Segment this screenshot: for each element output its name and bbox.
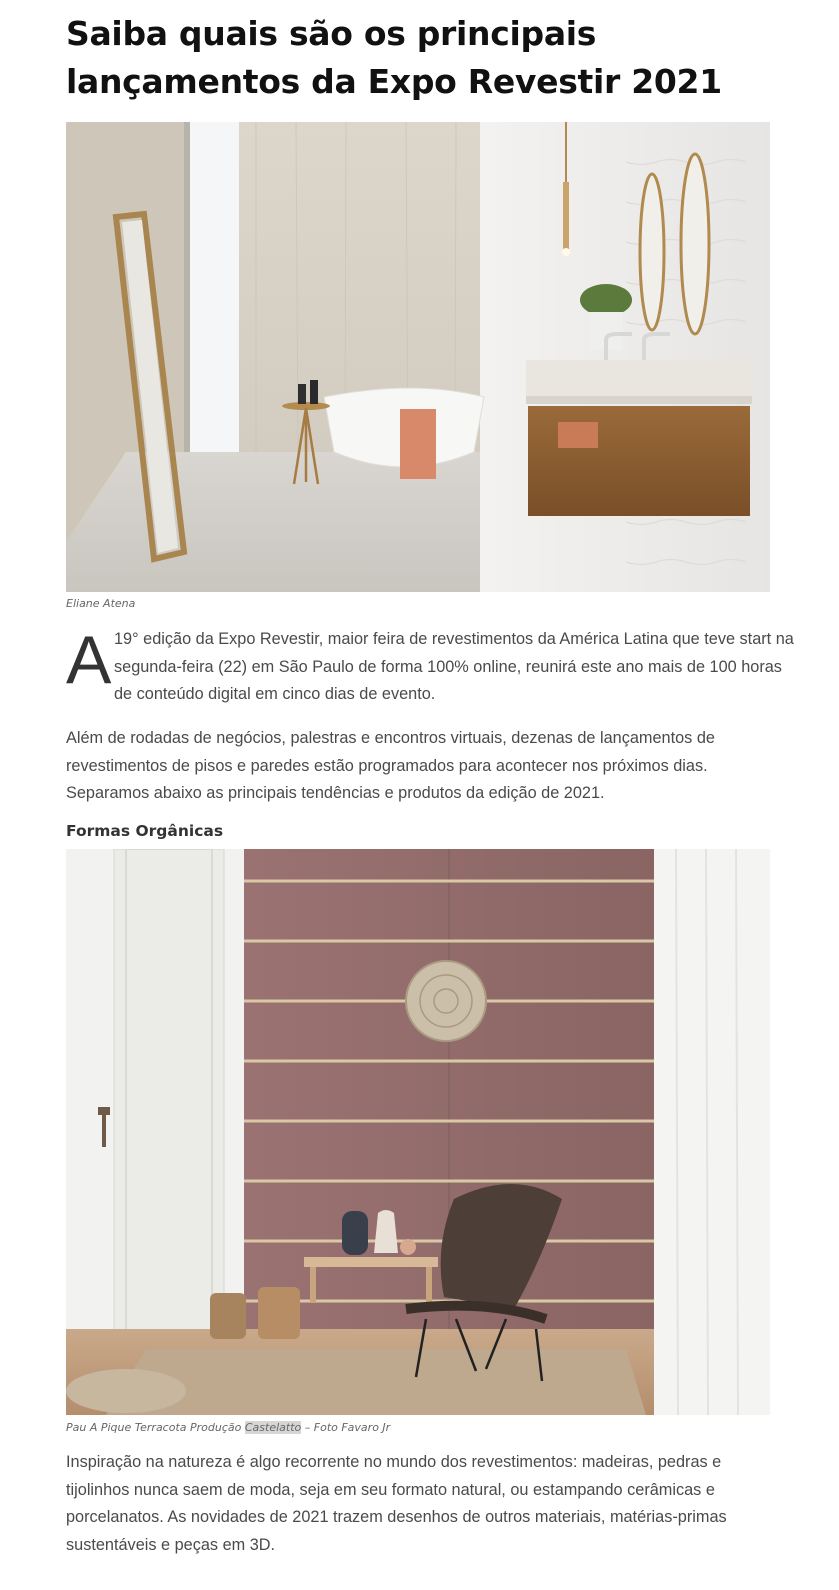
caption-suffix: – Foto Favaro Jr <box>301 1421 391 1434</box>
drop-cap: A <box>66 622 112 698</box>
image-caption-bathroom: Eliane Atena <box>66 597 136 610</box>
paragraph-2: Além de rodadas de negócios, palestras e encontros virtuais, dezenas de lançamentos de revestimentos de pisos e paredes estão programados para acontecer nos próximos dias. Separamos abaixo as principais tendências e produtos da edição de 2021. <box>66 729 715 802</box>
article-title: Saiba quais são os principais lançamentos da Expo Revestir 2021 <box>66 14 722 101</box>
caption-prefix: Pau A Pique Terracota Produção <box>66 1421 245 1434</box>
terracotta-room-illustration <box>66 849 770 1415</box>
paragraph-3: Inspiração na natureza é algo recorrente no mundo dos revestimentos: madeiras, pedras e tijolinhos nunca saem de moda, seja em seu formato natural, ou estampando cerâmicas e porcelanatos. As novidades de 2021 trazem desenhos de outros materiais, matérias-primas sustentáveis e peças em 3D. <box>66 1453 727 1554</box>
intro-paragraph: 19° edição da Expo Revestir, maior feira de revestimentos da América Latina que teve start na segunda-feira (22) em São Paulo de forma 100% online, reunirá este ano mais de 100 horas de conteúdo digital em cinco dias de evento. <box>114 630 794 703</box>
image-caption-terracotta <box>66 1421 390 1434</box>
article-image-bathroom[interactable] <box>66 122 770 592</box>
article-image-terracotta[interactable] <box>66 849 770 1415</box>
section-heading: Formas Orgânicas <box>66 822 224 840</box>
bathroom-illustration <box>66 122 770 592</box>
caption-highlight: Castelatto <box>244 1421 302 1434</box>
